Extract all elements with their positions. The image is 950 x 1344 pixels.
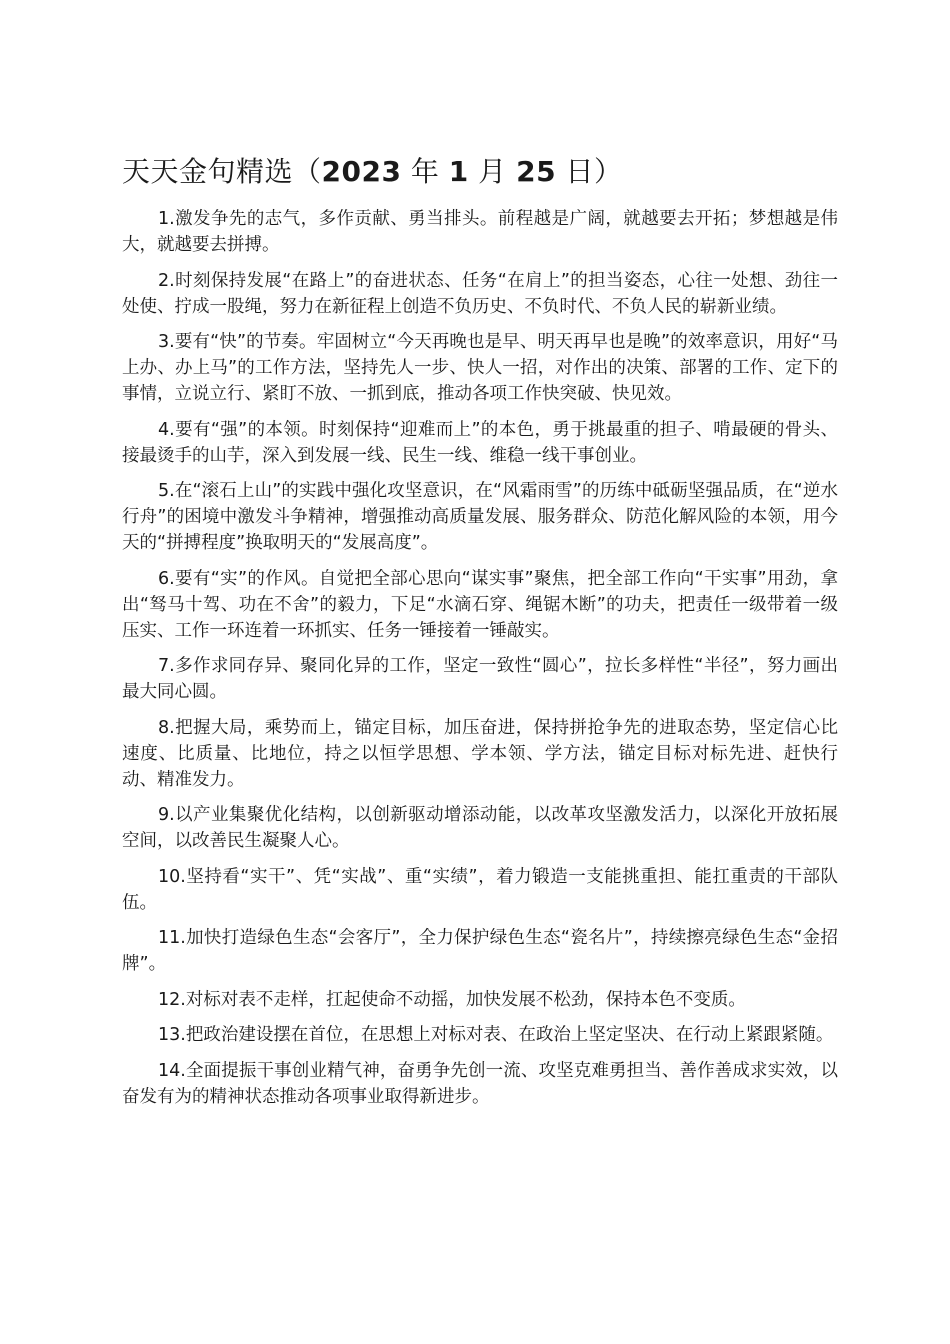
quote-paragraph-14: 14.全面提振干事创业精气神，奋勇争先创一流、攻坚克难勇担当、善作善成求实效，以奋发有为的精神状态推动各项事业取得新进步。 (122, 1060, 838, 1107)
quote-paragraph-13: 13.把政治建设摆在首位，在思想上对标对表、在政治上坚定坚决、在行动上紧跟紧随。 (158, 1025, 834, 1045)
quote-paragraph-1: 1.激发争先的志气，多作贡献、勇当排头。前程越是广阔，就越要去开拓；梦想越是伟大，就越要去拼搏。 (122, 209, 838, 255)
quote-paragraph-9: 9.以产业集聚优化结构，以创新驱动增添动能，以改革攻坚激发活力，以深化开放拓展空间，以改善民生凝聚人心。 (122, 805, 838, 851)
quote-paragraph-4: 4.要有“强”的本领。时刻保持“迎难而上”的本色，勇于挑最重的担子、啃最硬的骨头、接最烫手的山芋，深入到发展一线、民生一线、维稳一线干事创业。 (122, 419, 838, 466)
quote-paragraph-3: 3.要有“快”的节奏。牢固树立“今天再晚也是早、明天再早也是晚”的效率意识，用好“马上办、办上马”的工作方法，坚持先人一步、快人一招，对作出的决策、部署的工作、定下的事情，立说立行、紧盯不放、一抓到底，推动各项工作快突破、快见效。 (122, 332, 838, 404)
quote-paragraph-10: 10.坚持看“实干”、凭“实战”、重“实绩”，着力锻造一支能挑重担、能扛重责的干部队伍。 (122, 866, 838, 913)
title-prefix: 天天金句精选（ (122, 155, 322, 188)
quote-paragraph-7: 7.多作求同存异、聚同化异的工作，坚定一致性“圆心”，拉长多样性“半径”，努力画出最大同心圆。 (122, 656, 838, 702)
title-day: 25 (516, 155, 557, 188)
title-month: 1 (448, 155, 469, 188)
document-body (122, 206, 838, 1119)
title-month-char: 月 (478, 155, 507, 188)
quote-paragraph-8: 8.把握大局，乘势而上，锚定目标，加压奋进，保持拼抢争先的进取态势，坚定信心比速度、比质量、比地位，持之以恒学思想、学本领、学方法，锚定目标对标先进、赶快行动、精准发力。 (122, 717, 838, 790)
title-year-char: 年 (410, 155, 440, 188)
title-suffix: 日） (565, 155, 623, 188)
title-year: 2023 (321, 155, 402, 188)
quote-paragraph-6: 6.要有“实”的作风。自觉把全部心思向“谋实事”聚焦，把全部工作向“干实事”用劲，拿出“驽马十驾、功在不舍”的毅力，下足“水滴石穿、绳锯木断”的功夫，把责任一级带着一级压实、工作一环连着一环抓实、任务一锤接着一锤敲实。 (122, 568, 838, 641)
quote-paragraph-2: 2.时刻保持发展“在路上”的奋进状态、任务“在肩上”的担当姿态，心往一处想、劲往一处使、拧成一股绳，努力在新征程上创造不负历史、不负时代、不负人民的崭新业绩。 (122, 270, 838, 317)
quote-paragraph-12: 12.对标对表不走样，扛起使命不动摇，加快发展不松劲，保持本色不变质。 (158, 989, 746, 1010)
quote-paragraph-11: 11.加快打造绿色生态“会客厅”，全力保护绿色生态“瓷名片”，持续擦亮绿色生态“金招牌”。 (122, 928, 838, 974)
page-title (122, 152, 622, 192)
quote-paragraph-5: 5.在“滚石上山”的实践中强化攻坚意识，在“风霜雨雪”的历练中砥砺坚强品质，在“逆水行舟”的困境中激发斗争精神，增强推动高质量发展、服务群众、防范化解风险的本领，用今天的“拼搏程度”换取明天的“发展高度”。 (122, 481, 838, 553)
